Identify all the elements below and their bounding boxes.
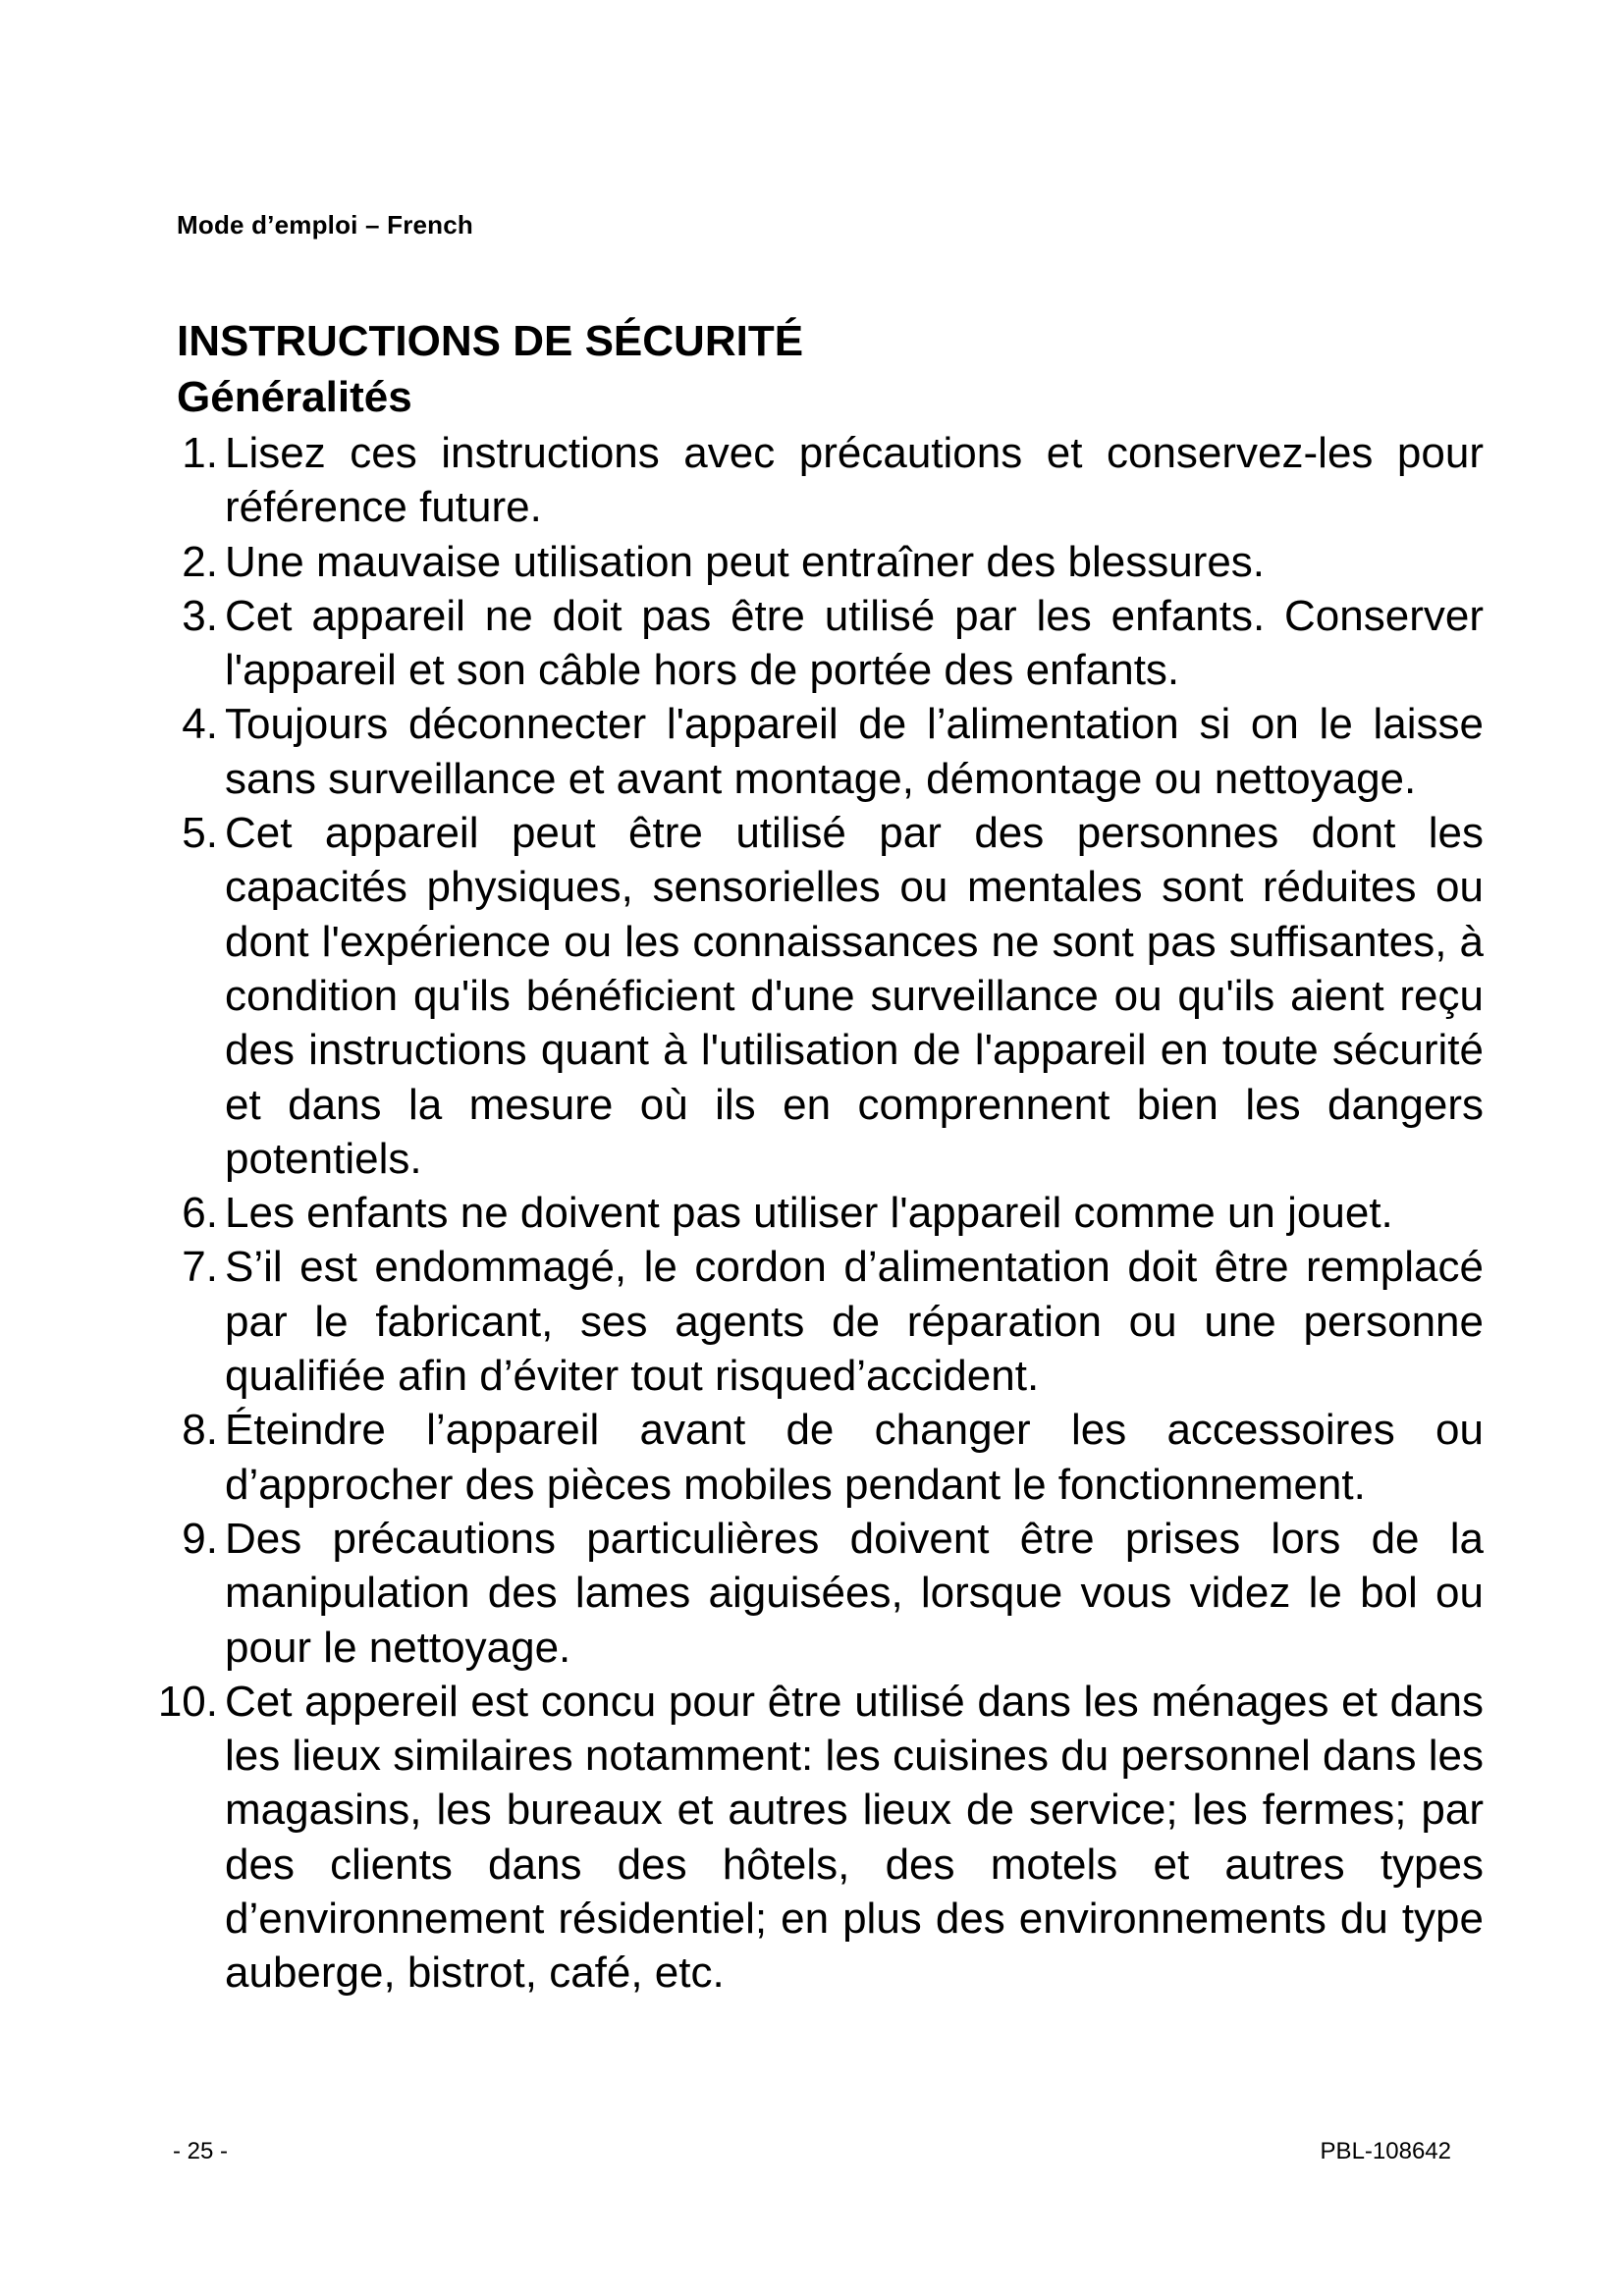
list-item <box>0 806 1484 1186</box>
section-title: Généralités <box>177 373 412 421</box>
list-item <box>0 589 1484 698</box>
item-text: Cet appareil peut être utilisé par des personnes dont les capacités physiques, sensorielles ou mentales sont réduites ou dont l'expérience ou les connaissances ne sont pas suffisantes, à condition qu'ils bénéficient d'une surveillance ou qu'ils aient reçu des instructions quant à l'utilisation de l'appareil en toute sécurité et dans la mesure où ils en comprennent bien les dangers potentiels. <box>225 809 1484 1183</box>
item-number: 2. <box>182 537 218 586</box>
list-item <box>0 1675 1484 2001</box>
list-item <box>0 1403 1484 1512</box>
page-title: INSTRUCTIONS DE SÉCURITÉ <box>177 317 804 365</box>
item-text: S’il est endommagé, le cordon d’alimentation doit être remplacé par le fabricant, ses agents de réparation ou une personne qualifiée afin d’éviter tout risqued’accident. <box>225 1243 1484 1401</box>
item-number: 1. <box>182 429 218 477</box>
item-text: Toujours déconnecter l'appareil de l’alimentation si on le laisse sans surveillance et avant montage, démontage ou nettoyage. <box>225 700 1484 803</box>
item-number: 9. <box>182 1514 218 1563</box>
product-code: PBL-108642 <box>1320 2138 1451 2164</box>
item-number: 10. <box>157 1677 218 1726</box>
page-number: - 25 - <box>173 2138 229 2164</box>
item-text: Des précautions particulières doivent être prises lors de la manipulation des lames aiguisées, lorsque vous videz le bol ou pour le nettoyage. <box>225 1514 1484 1672</box>
item-number: 8. <box>182 1406 218 1455</box>
item-number: 7. <box>182 1243 218 1292</box>
item-text: Une mauvaise utilisation peut entraîner des blessures. <box>225 537 1266 586</box>
list-item <box>0 1512 1484 1675</box>
item-text: Les enfants ne doivent pas utiliser l'appareil comme un jouet. <box>225 1189 1393 1238</box>
item-text: Éteindre l’appareil avant de changer les accessoires ou d’approcher des pièces mobiles pendant le fonctionnement. <box>225 1406 1484 1509</box>
item-text: Cet appereil est concu pour être utilisé dans les ménages et dans les lieux similaires notamment: les cuisines du personnel dans les magasins, les bureaux et autres lieux de service; les fermes; par des clients dans des hôtels, des motels et autres types d’environnement résidentiel; en plus des environnements du type auberge, bistrot, café, etc. <box>225 1677 1484 1998</box>
list-item <box>0 697 1484 806</box>
instruction-list <box>0 426 1624 2001</box>
list-item <box>0 426 1484 535</box>
item-number: 3. <box>182 591 218 640</box>
list-item <box>0 1186 1484 1240</box>
item-text: Lisez ces instructions avec précautions et conservez-les pour référence future. <box>225 429 1484 532</box>
list-item <box>0 535 1484 589</box>
item-number: 4. <box>182 700 218 749</box>
item-text: Cet appareil ne doit pas être utilisé par les enfants. Conserver l'appareil et son câble hors de portée des enfants. <box>225 591 1484 695</box>
document-header-label: Mode d’emploi – French <box>177 210 473 240</box>
list-item <box>0 1240 1484 1403</box>
item-number: 5. <box>182 809 218 858</box>
item-number: 6. <box>182 1189 218 1238</box>
